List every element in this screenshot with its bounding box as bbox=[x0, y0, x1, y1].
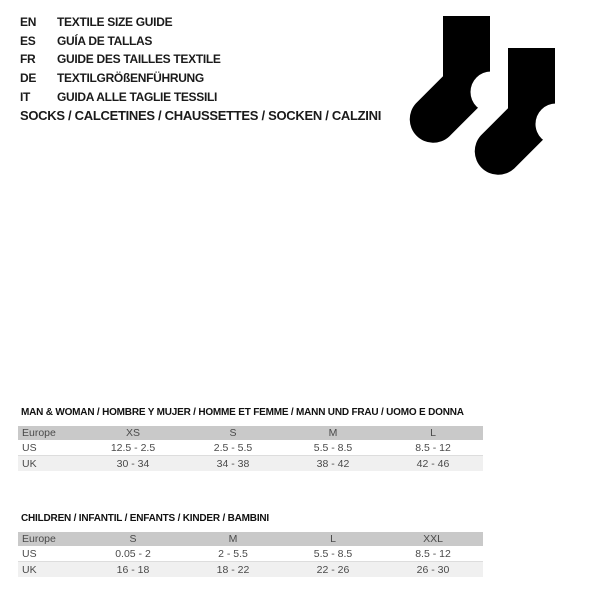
language-row-es bbox=[20, 32, 221, 51]
language-code: IT bbox=[20, 89, 31, 104]
language-label: TEXTILGRÖßENFÜHRUNG bbox=[57, 71, 204, 86]
table-row-us bbox=[18, 440, 483, 456]
size-value-cell: 26 - 30 bbox=[383, 562, 483, 578]
size-value-cell: 8.5 - 12 bbox=[383, 440, 483, 456]
size-value-cell: 5.5 - 8.5 bbox=[283, 440, 383, 456]
language-row-en bbox=[20, 13, 221, 32]
size-value-cell: 38 - 42 bbox=[283, 456, 383, 472]
size-value-cell: 12.5 - 2.5 bbox=[83, 440, 183, 456]
size-value-cell: 34 - 38 bbox=[183, 456, 283, 472]
language-code: DE bbox=[20, 71, 37, 86]
table-row-uk bbox=[18, 562, 483, 578]
size-value-cell: 16 - 18 bbox=[83, 562, 183, 578]
size-value-cell: 18 - 22 bbox=[183, 562, 283, 578]
header-cell-size: XXL bbox=[383, 532, 483, 546]
header-cell-size: M bbox=[183, 532, 283, 546]
header-cell-size: L bbox=[283, 532, 383, 546]
header-cell-size: L bbox=[383, 426, 483, 440]
size-value-cell: 0.05 - 2 bbox=[83, 546, 183, 562]
size-value-cell: 5.5 - 8.5 bbox=[283, 546, 383, 562]
row-label: UK bbox=[18, 456, 83, 472]
header-cell-region: Europe bbox=[18, 532, 83, 546]
language-code: ES bbox=[20, 33, 36, 48]
header-cell-region: Europe bbox=[18, 426, 83, 440]
size-table-children bbox=[18, 532, 483, 577]
size-value-cell: 22 - 26 bbox=[283, 562, 383, 578]
size-value-cell: 8.5 - 12 bbox=[383, 546, 483, 562]
header-cell-size: S bbox=[83, 532, 183, 546]
row-label: US bbox=[18, 440, 83, 456]
children-table-title: CHILDREN / INFANTIL / ENFANTS / KINDER / BAMBINI bbox=[21, 513, 269, 524]
size-value-cell: 2 - 5.5 bbox=[183, 546, 283, 562]
size-tables-section bbox=[18, 407, 483, 577]
language-code: FR bbox=[20, 52, 36, 67]
socks-icon bbox=[390, 0, 580, 190]
language-label: GUIDE DES TAILLES TEXTILE bbox=[57, 52, 221, 67]
language-row-de bbox=[20, 69, 221, 88]
language-label: GUIDA ALLE TAGLIE TESSILI bbox=[57, 89, 218, 104]
category-line: SOCKS / CALCETINES / CHAUSSETTES / SOCKEN / CALZINI bbox=[20, 108, 382, 123]
adults-table-title: MAN & WOMAN / HOMBRE Y MUJER / HOMME ET FEMME / MANN UND FRAU / UOMO E DONNA bbox=[21, 407, 464, 418]
language-label: GUÍA DE TALLAS bbox=[57, 33, 153, 48]
header-cell-size: XS bbox=[83, 426, 183, 440]
size-value-cell: 2.5 - 5.5 bbox=[183, 440, 283, 456]
size-table-adults bbox=[18, 426, 483, 471]
table-row-us bbox=[18, 546, 483, 562]
header-cell-size: M bbox=[283, 426, 383, 440]
language-row-it bbox=[20, 88, 221, 107]
language-code: EN bbox=[20, 15, 37, 29]
language-title-list bbox=[20, 13, 221, 107]
size-value-cell: 30 - 34 bbox=[83, 456, 183, 472]
row-label: US bbox=[18, 546, 83, 562]
table-row-uk bbox=[18, 456, 483, 472]
header-cell-size: S bbox=[183, 426, 283, 440]
language-label: TEXTILE SIZE GUIDE bbox=[57, 15, 173, 29]
table-header-row bbox=[18, 426, 483, 440]
table-header-row bbox=[18, 532, 483, 546]
language-row-fr bbox=[20, 50, 221, 69]
size-value-cell: 42 - 46 bbox=[383, 456, 483, 472]
row-label: UK bbox=[18, 562, 83, 578]
